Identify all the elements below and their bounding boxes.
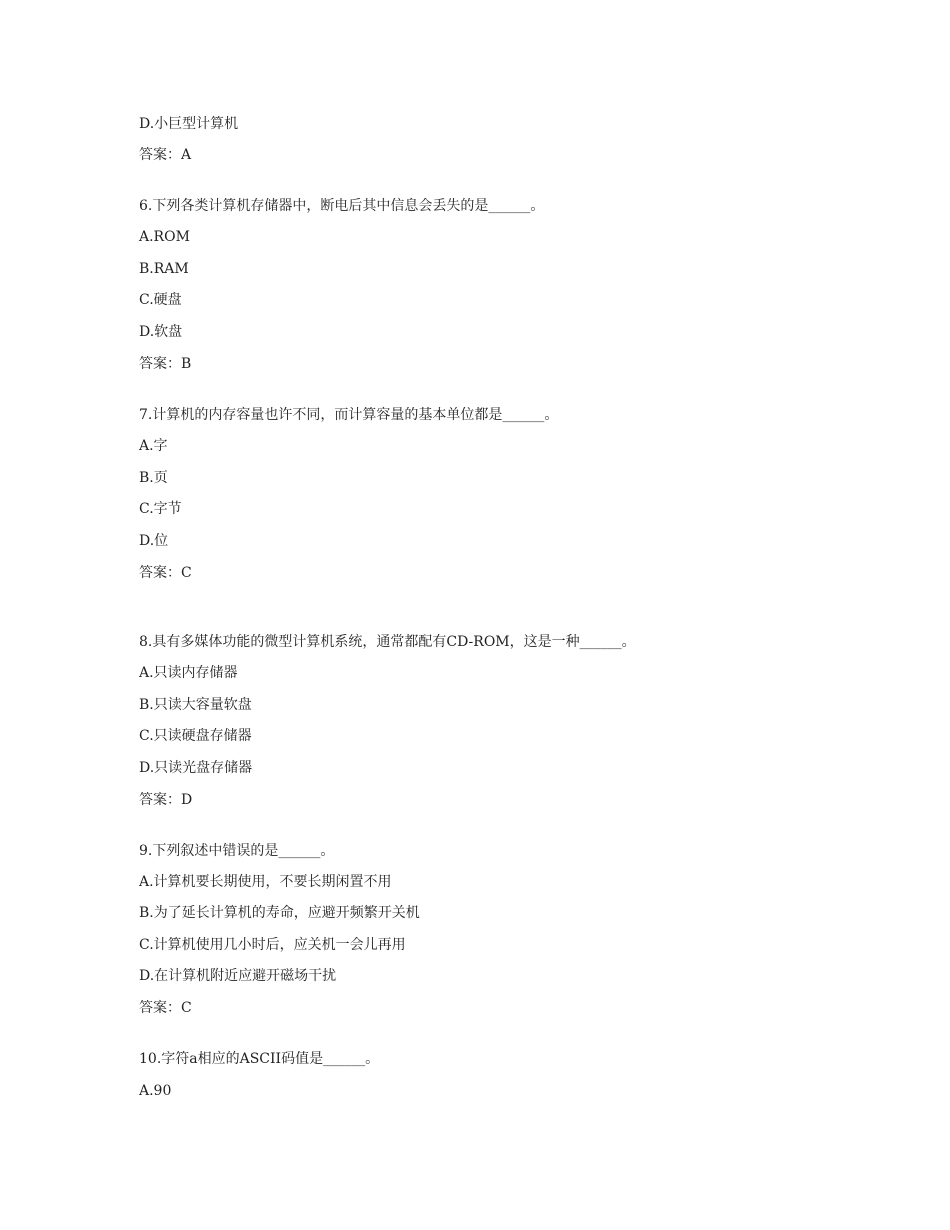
option-9d: D.在计算机附近应避开磁场干扰 <box>139 968 337 984</box>
option-7c: C.字节 <box>139 501 182 517</box>
option-9b: B.为了延长计算机的寿命，应避开频繁开关机 <box>139 905 420 921</box>
question-6: 6.下列各类计算机存储器中，断电后其中信息会丢失的是______。 <box>139 198 545 214</box>
answer-8: 答案：D <box>139 792 193 808</box>
answer-7: 答案：C <box>139 565 192 581</box>
option-6c: C.硬盘 <box>139 292 182 308</box>
option-6a: A.ROM <box>139 229 190 245</box>
question-9: 9.下列叙述中错误的是______。 <box>139 843 335 859</box>
answer-6: 答案：B <box>139 356 192 372</box>
option-7b: B.页 <box>139 470 168 486</box>
option-6b: B.RAM <box>139 261 189 277</box>
option-8a: A.只读内存储器 <box>139 665 238 681</box>
question-8: 8.具有多媒体功能的微型计算机系统，通常都配有CD-ROM，这是一种______。 <box>139 634 636 650</box>
option-5d: D.小巨型计算机 <box>139 116 239 132</box>
option-8d: D.只读光盘存储器 <box>139 760 253 776</box>
question-7: 7.计算机的内存容量也许不同，而计算容量的基本单位都是______。 <box>139 407 559 423</box>
option-8b: B.只读大容量软盘 <box>139 697 252 713</box>
option-7a: A.字 <box>139 438 168 454</box>
option-6d: D.软盘 <box>139 324 183 340</box>
option-7d: D.位 <box>139 533 169 549</box>
option-10a: A.90 <box>139 1083 172 1099</box>
option-8c: C.只读硬盘存储器 <box>139 728 252 744</box>
option-9a: A.计算机要长期使用，不要长期闲置不用 <box>139 874 392 890</box>
question-10: 10.字符a相应的ASCII码值是______。 <box>139 1051 380 1067</box>
answer-9: 答案：C <box>139 1000 192 1016</box>
answer-5: 答案：A <box>139 147 192 163</box>
option-9c: C.计算机使用几小时后，应关机一会儿再用 <box>139 937 406 953</box>
